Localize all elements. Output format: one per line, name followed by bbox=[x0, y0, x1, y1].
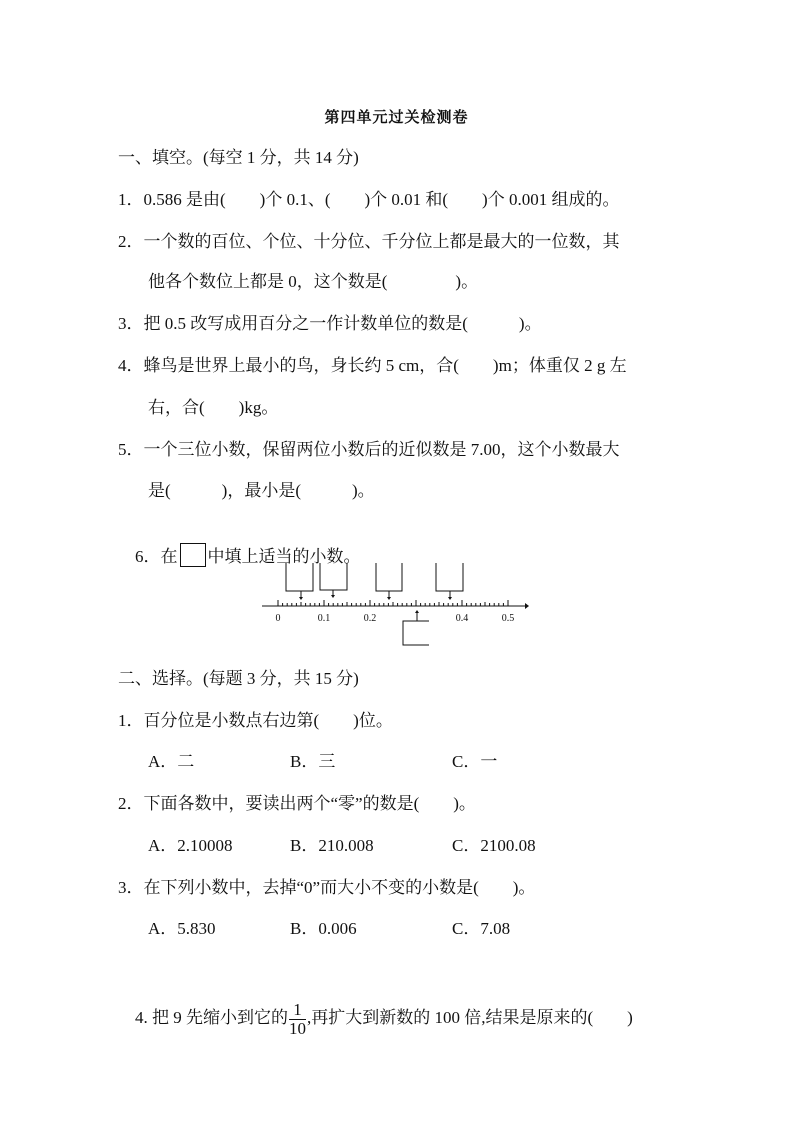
fill-q6-suffix: 中填上适当的小数。 bbox=[207, 547, 361, 566]
tick-marks bbox=[278, 600, 508, 606]
svg-text:0.2: 0.2 bbox=[363, 613, 377, 624]
fill-q6-prefix: 6．在 bbox=[135, 547, 178, 566]
fill-q2-line2: 他各个数位上都是 0，这个数是( )。 bbox=[148, 272, 479, 291]
fill-q1: 1．0.586 是由( )个 0.1、( )个 0.01 和( )个 0.001 组成的。 bbox=[118, 190, 620, 209]
choice-q3-option-c[interactable]: C．7.08 bbox=[452, 919, 511, 938]
choice-q4-text-after: ,再扩大到新数的 100 倍,结果是原来的( ) bbox=[307, 1008, 633, 1027]
choice-q2-option-c[interactable]: C．2100.08 bbox=[452, 836, 536, 855]
answer-box-3 bbox=[376, 563, 402, 591]
svg-text:0.1: 0.1 bbox=[317, 613, 331, 624]
choice-q3: 3．在下列小数中，去掉“0”而大小不变的小数是( )。 bbox=[118, 878, 536, 897]
answer-box-2 bbox=[320, 563, 347, 590]
svg-text:0.4: 0.4 bbox=[455, 613, 469, 624]
fill-q4-line2: 右，合( )kg。 bbox=[148, 398, 279, 417]
choice-q2-option-a[interactable]: A．2.10008 bbox=[148, 836, 233, 855]
choice-q3-option-b[interactable]: B．0.006 bbox=[290, 919, 357, 938]
answer-box-5 bbox=[403, 621, 429, 645]
section-1-heading: 一、填空。(每空 1 分，共 14 分) bbox=[118, 148, 359, 167]
choice-q4 bbox=[118, 958, 633, 1078]
choice-q2-option-b[interactable]: B．210.008 bbox=[290, 836, 374, 855]
answer-box-1 bbox=[286, 563, 313, 591]
fraction-numerator: 1 bbox=[289, 1001, 306, 1020]
choice-q1-option-c[interactable]: C．一 bbox=[452, 752, 498, 771]
choice-q2: 2．下面各数中，要读出两个“零”的数是( )。 bbox=[118, 794, 476, 813]
svg-text:0: 0 bbox=[275, 613, 281, 624]
page-title: 第四单元过关检测卷 bbox=[324, 108, 469, 126]
fill-q3: 3．把 0.5 改写成用百分之一作计数单位的数是( )。 bbox=[118, 314, 542, 333]
choice-q4-text-before: 4. 把 9 先缩小到它的 bbox=[135, 1008, 288, 1027]
choice-q1-option-a[interactable]: A．二 bbox=[148, 752, 195, 771]
tick-labels bbox=[276, 613, 515, 624]
fraction bbox=[289, 1001, 306, 1038]
number-line-diagram bbox=[255, 555, 540, 650]
axis-arrow-icon bbox=[525, 603, 529, 609]
fill-q2-line1: 2．一个数的百位、个位、十分位、千分位上都是最大的一位数，其 bbox=[118, 232, 620, 251]
choice-q1-option-b[interactable]: B．三 bbox=[290, 752, 336, 771]
choice-q3-option-a[interactable]: A．5.830 bbox=[148, 919, 216, 938]
section-2-heading: 二、选择。(每题 3 分，共 15 分) bbox=[118, 669, 359, 688]
choice-q1: 1．百分位是小数点右边第( )位。 bbox=[118, 711, 393, 730]
answer-box-sample bbox=[180, 543, 206, 567]
svg-text:0.5: 0.5 bbox=[501, 613, 515, 624]
answer-box-4 bbox=[436, 563, 463, 591]
fill-q5-line1: 5．一个三位小数，保留两位小数后的近似数是 7.00，这个小数最大 bbox=[118, 440, 620, 459]
fraction-denominator: 10 bbox=[289, 1018, 306, 1038]
fill-q5-line2: 是( )，最小是( )。 bbox=[148, 481, 375, 500]
fill-q4-line1: 4．蜂鸟是世界上最小的鸟，身长约 5 cm，合( )m；体重仅 2 g 左 bbox=[118, 356, 627, 375]
